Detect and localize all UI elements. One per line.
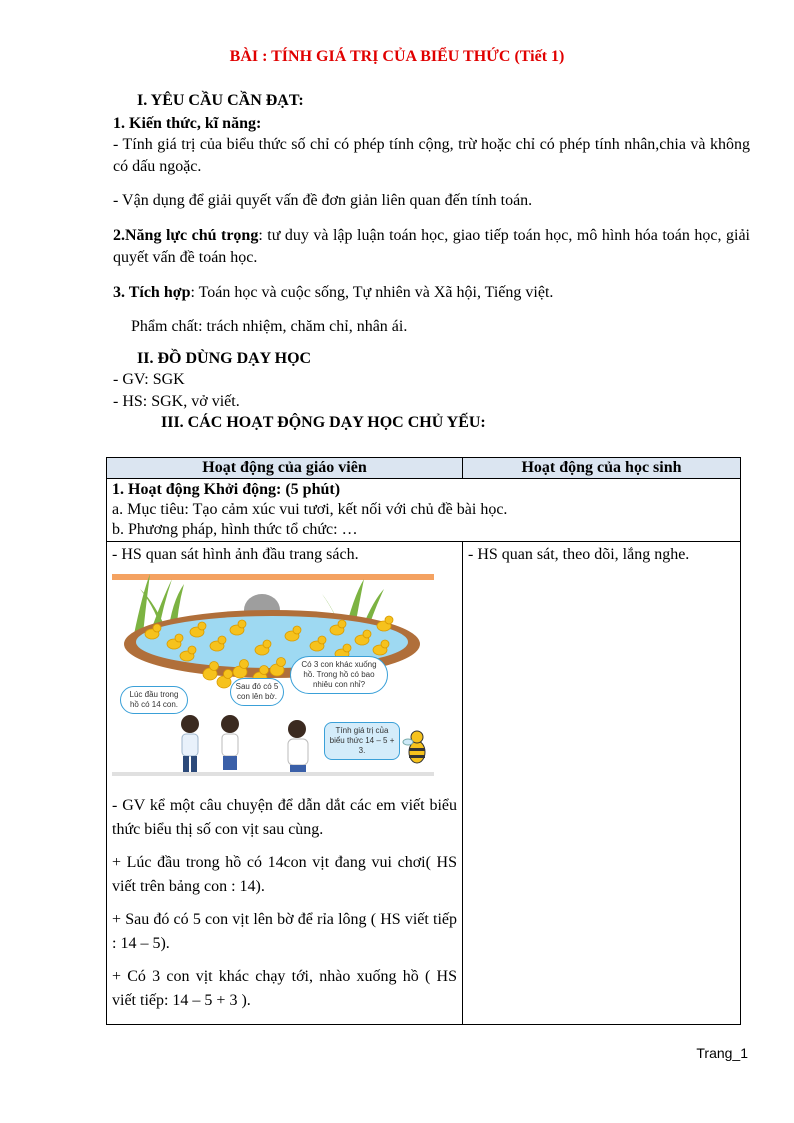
activity-method: b. Phương pháp, hình thức tổ chức: … (112, 521, 358, 538)
activity-goal: a. Mục tiêu: Tạo cảm xúc vui tươi, kết nối với chủ đề bài học. (112, 501, 508, 518)
competence-text: : tư duy và lập luận toán học, giao tiếp toán học, mô hình hóa toán học, giải quyết vấn đề toán học. (113, 227, 751, 266)
textbook-illustration (112, 574, 434, 782)
knowledge-item-1: - Tính giá trị của biểu thức số chỉ có phép tính cộng, trừ hoặc chỉ có phép tính nhân,chia và không có dấu ngoặc. (113, 136, 750, 175)
competence-paragraph (113, 225, 750, 269)
speech-bubble-2: Sau đó có 5 con lên bờ. (230, 678, 284, 706)
materials-gv: - GV: SGK (113, 371, 185, 388)
integration-paragraph (113, 282, 750, 304)
integration-label: 3. Tích hợp (113, 284, 191, 301)
integration-text: : Toán học và cuộc sống, Tự nhiên và Xã hội, Tiếng việt. (190, 284, 554, 301)
materials-hs: - HS: SGK, vở viết. (113, 393, 240, 410)
speech-bubble-4: Tính giá trị của biểu thức 14 – 5 + 3. (324, 722, 400, 760)
knowledge-heading: 1. Kiến thức, kĩ năng: (113, 115, 262, 132)
story-step-3: + Có 3 con vịt khác chạy tới, nhào xuống hồ ( HS viết tiếp: 14 – 5 + 3 ). (112, 968, 457, 1009)
competence-label: 2.Năng lực chú trọng (113, 227, 259, 244)
lesson-plan-table (106, 457, 741, 1025)
quality-line: Phẩm chất: trách nhiệm, chăm chỉ, nhân ái. (131, 318, 408, 335)
section-requirements-heading: I. YÊU CẦU CẦN ĐẠT: (137, 92, 304, 109)
teacher-activity-cell (107, 542, 463, 1025)
activity-title: 1. Hoạt động Khởi động: (5 phút) (112, 481, 341, 498)
activity-info-cell (107, 479, 741, 542)
page-number: Trang_1 (696, 1045, 748, 1061)
student-response: - HS quan sát, theo dõi, lắng nghe. (468, 546, 690, 563)
teacher-column-header: Hoạt động của giáo viên (107, 458, 463, 479)
student-column-header: Hoạt động của học sinh (463, 458, 741, 479)
knowledge-item-2: - Vận dụng để giải quyết vấn đề đơn giản liên quan đến tính toán. (113, 192, 533, 209)
story-step-1: + Lúc đầu trong hồ có 14con vịt đang vui chơi( HS viết trên bảng con : 14). (112, 854, 457, 895)
section-materials-heading: II. ĐỒ DÙNG DẠY HỌC (137, 350, 312, 367)
section-activities-heading: III. CÁC HOẠT ĐỘNG DẠY HỌC CHỦ YẾU: (161, 414, 486, 431)
speech-bubble-1: Lúc đầu trong hồ có 14 con. (120, 686, 188, 714)
teacher-intro: - HS quan sát hình ảnh đầu trang sách. (112, 546, 359, 563)
teacher-story: - GV kể một câu chuyện để dẫn dắt các em viết biểu thức biểu thị số con vịt sau cùng. (112, 797, 457, 838)
student-activity-cell (463, 542, 741, 1025)
story-step-2: + Sau đó có 5 con vịt lên bờ để rỉa lông ( HS viết tiếp : 14 – 5). (112, 911, 457, 952)
lesson-title: BÀI : TÍNH GIÁ TRỊ CỦA BIỂU THỨC (Tiết 1) (229, 48, 565, 65)
speech-bubble-3: Có 3 con khác xuống hồ. Trong hồ có bao nhiêu con nhỉ? (290, 656, 388, 694)
